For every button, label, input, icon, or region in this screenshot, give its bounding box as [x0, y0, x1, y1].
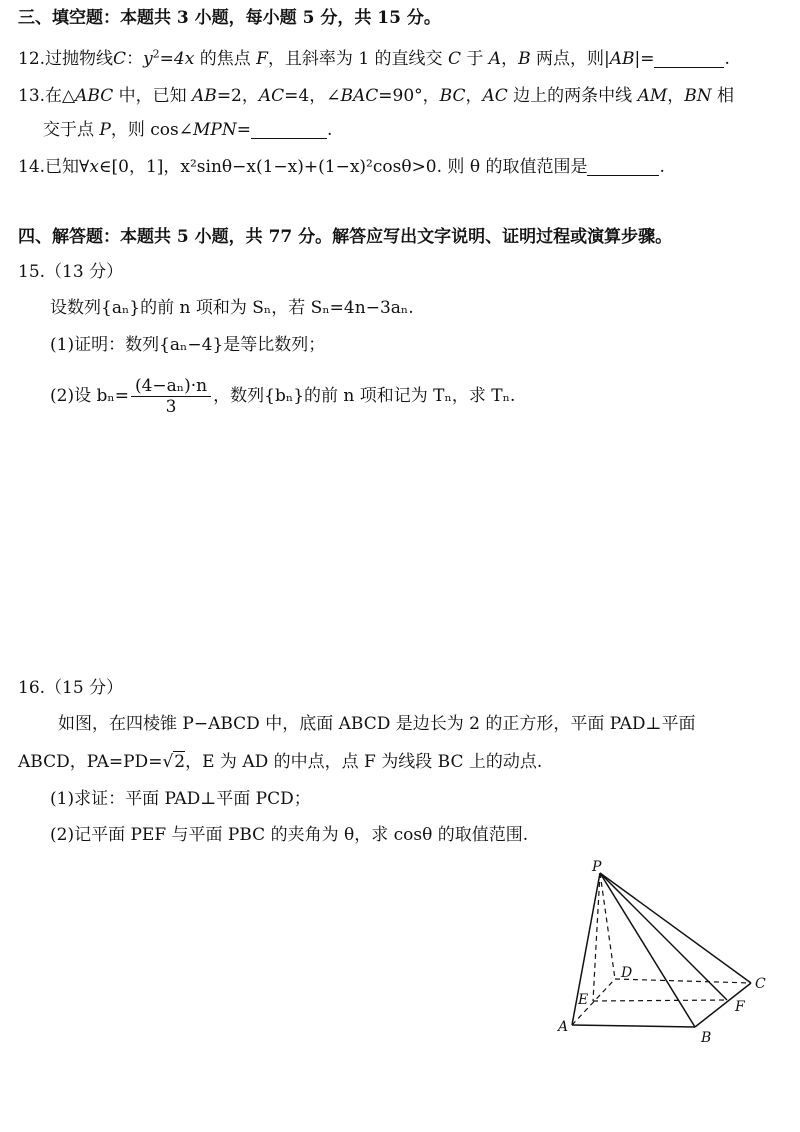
question-number: 13. [18, 86, 46, 106]
q13-text: 交于点 [43, 120, 100, 140]
question-15-part-2 [50, 373, 800, 419]
q13-BN: BN [684, 86, 712, 106]
fraction [131, 376, 211, 417]
q12-colon: ： [126, 49, 144, 69]
q13-text: 在△ [45, 86, 76, 106]
q16-text: ，E 为 AD 的中点，点 F 为线段 BC 上的动点. [185, 752, 543, 772]
edge-PB [600, 873, 695, 1027]
sqrt-value: 2 [174, 752, 186, 772]
q12-text-f: 两点，则| [530, 49, 610, 69]
q13-AM: AM [637, 86, 668, 106]
q14-expression: x²sinθ−x(1−x)+(1−x)²cosθ>0. [180, 157, 443, 177]
question-number: 14. [18, 157, 46, 177]
q13-text: ， [667, 86, 685, 106]
q13-text: =4，∠ [284, 86, 341, 106]
question-16-part-2: (2)记平面 PEF 与平面 PBC 的夹角为 θ，求 cosθ 的取值范围. [50, 825, 529, 845]
q13-ABC: ABC [75, 86, 114, 106]
q13-text: = [236, 120, 251, 140]
q13-AB: AB [192, 86, 217, 106]
q13-BAC: BAC [340, 86, 379, 106]
section-3-heading: 三、填空题：本题共 3 小题，每小题 5 分，共 15 分。 [18, 8, 441, 28]
q12-text-e: 于 [460, 49, 489, 69]
fraction-numerator: (4−aₙ)·n [131, 376, 211, 397]
q12-eq-exp: 2 [152, 47, 160, 61]
answer-blank[interactable] [587, 157, 659, 176]
question-16-header: 16.（15 分） [18, 678, 124, 698]
q13-BC: BC [439, 86, 466, 106]
q12-eq-rest: =4x [159, 49, 195, 69]
q13-AC2: AC [482, 86, 508, 106]
q12-eq-y: y [143, 49, 153, 69]
edge-EF [593, 1000, 727, 1001]
question-15-stem: 设数列{aₙ}的前 n 项和为 Sₙ，若 Sₙ=4n−3aₙ. [50, 298, 414, 318]
question-15-header: 15.（13 分） [18, 262, 124, 282]
q15-part2-text: ，数列{bₙ}的前 n 项和记为 Tₙ，求 Tₙ. [213, 386, 516, 406]
q12-text-g: |= [634, 49, 655, 69]
section-4-heading: 四、解答题：本题共 5 小题，共 77 分。解答应写出文字说明、证明过程或演算步骤。 [18, 227, 673, 247]
answer-blank[interactable] [251, 120, 327, 139]
fraction-denominator: 3 [165, 397, 177, 417]
question-15-part-1: (1)证明：数列{aₙ−4}是等比数列； [50, 335, 326, 355]
label-B: B [701, 1030, 712, 1046]
q13-text: 中，已知 [113, 86, 193, 106]
label-D: D [621, 965, 633, 981]
q13-text: =2， [216, 86, 259, 106]
q12-text-d: ，且斜率为 1 的直线交 [267, 49, 448, 69]
label-E: E [578, 992, 589, 1008]
q12-text: 过抛物线 [45, 49, 114, 69]
q12-A: A [488, 49, 502, 69]
edge-PD [600, 873, 615, 979]
q13-text: 边上的两条中线 [507, 86, 638, 106]
q13-text: ， [465, 86, 483, 106]
q12-F: F [256, 49, 268, 69]
q12-comma: ， [501, 49, 519, 69]
q16-text: ABCD，PA=PD= [18, 752, 163, 772]
label-C: C [755, 976, 766, 992]
q12-B: B [518, 49, 531, 69]
label-F: F [735, 999, 745, 1015]
edge-DC [615, 979, 751, 983]
q13-P: P [99, 120, 111, 140]
question-16-stem-2 [18, 750, 800, 774]
label-A: A [558, 1019, 569, 1035]
q14-text: 则 θ 的取值范围是 [442, 157, 588, 177]
q14-text: 已知∀ [45, 157, 90, 177]
q12-AB: AB [609, 49, 635, 69]
pyramid-figure [540, 855, 780, 1055]
q13-text: 相 [711, 86, 735, 106]
answer-blank[interactable] [654, 49, 724, 68]
q15-part2-text: (2)设 bₙ= [50, 386, 129, 406]
sqrt-symbol: √ [162, 752, 174, 772]
q13-text: =90°， [378, 86, 440, 106]
question-12: 12.过抛物线C：$y^2=4x$ 的焦点 F，且斜率为 1 的直线交 C 于 A，B 两点，则|AB|= . [18, 47, 730, 69]
q12-curve: C [113, 49, 127, 69]
q13-AC: AC [258, 86, 285, 106]
q14-x: x [89, 157, 99, 177]
q13-text: ，则 cos∠ [110, 120, 193, 140]
q13-MPN: MPN [193, 120, 237, 140]
label-P: P [592, 859, 602, 875]
question-16-stem-1: 如图，在四棱锥 P−ABCD 中，底面 ABCD 是边长为 2 的正方形，平面 PAD⊥平面 [58, 714, 696, 734]
edge-AB [572, 1025, 695, 1027]
question-14: 14.已知∀x∈[0，1]，x²sinθ−x(1−x)+(1−x)²cosθ>0. 则 θ 的取值范围是 . [18, 157, 665, 177]
question-16-part-1: (1)求证：平面 PAD⊥平面 PCD； [50, 789, 311, 809]
question-13-line-1 [18, 84, 800, 108]
question-number: 12. [18, 49, 46, 69]
q12-text-c: 的焦点 [194, 49, 257, 69]
q12-C2: C [447, 49, 461, 69]
q14-text: ∈[0，1]， [98, 157, 181, 177]
question-13-line-2: 交于点 P，则 cos∠MPN= . [43, 120, 333, 140]
